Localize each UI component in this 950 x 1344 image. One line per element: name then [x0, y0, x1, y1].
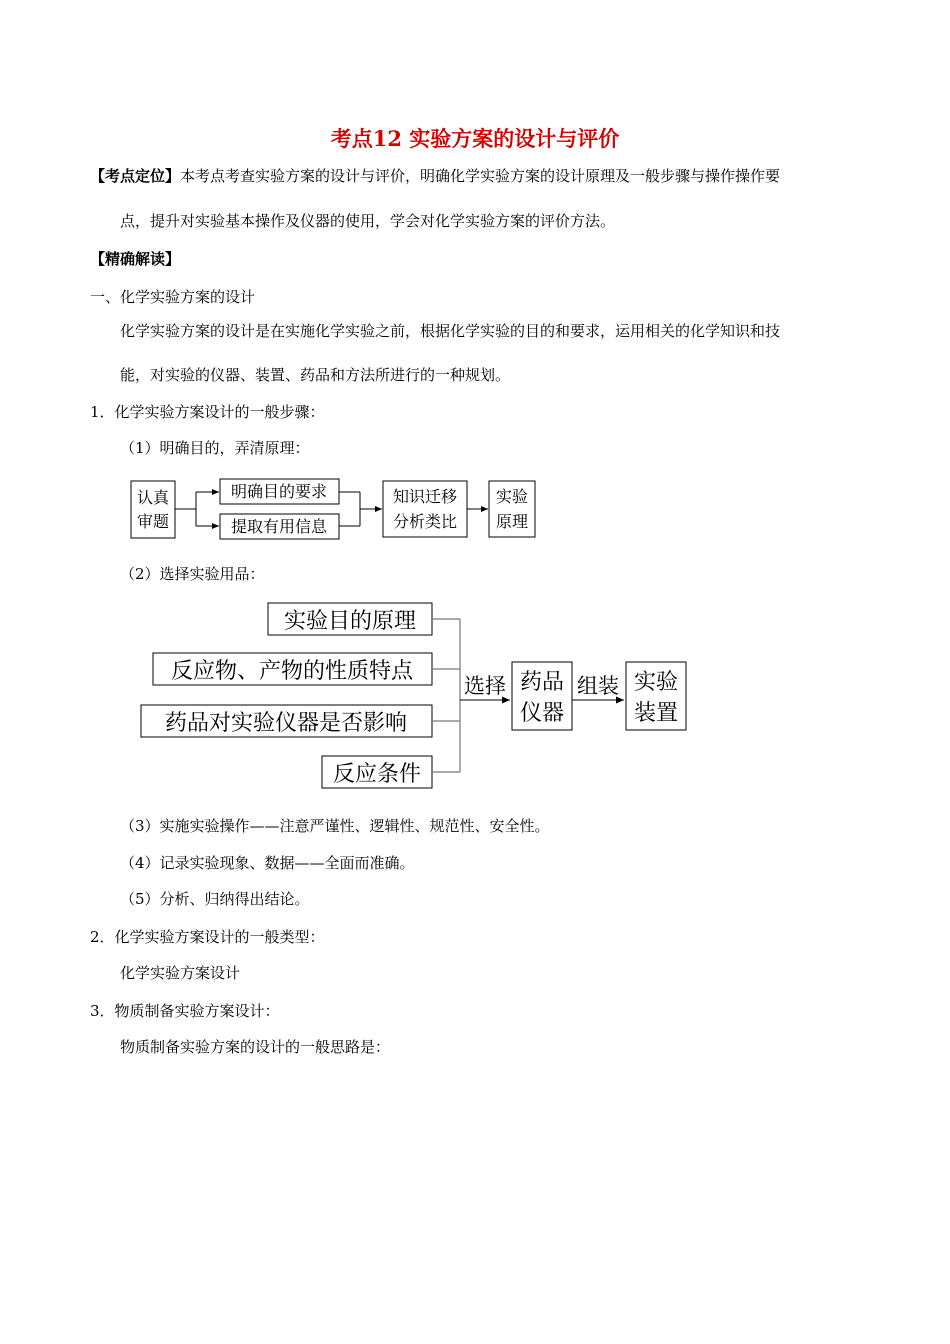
- box-experimental-apparatus-line2: 装置: [633, 701, 679, 726]
- box-knowledge-transfer-line2: 分析类比: [392, 512, 458, 531]
- interpretation-label: 【精确解读】: [90, 250, 181, 268]
- step5-text: （5）分析、归纳得出结论。: [120, 890, 310, 908]
- positioning-text: 本考点考查实验方案的设计与评价，明确化学实验方案的设计原理及一般步骤与操作操作要: [180, 167, 781, 185]
- box-knowledge-transfer-line1: 知识迁移: [392, 487, 458, 506]
- section1-para-line1: 化学实验方案的设计是在实施化学实验之前，根据化学实验的目的和要求，运用相关的化学知识和技: [120, 322, 781, 340]
- step2-text: （2）选择实验用品：: [120, 565, 265, 583]
- item3-text: 物质制备实验方案的设计的一般思路是：: [120, 1038, 391, 1056]
- box-reagents-instruments-line2: 仪器: [519, 701, 565, 726]
- arrow-assemble-label: 组装: [577, 674, 619, 698]
- step3-text: （3）实施实验操作——注意严谨性、逻辑性、规范性、安全性。: [120, 817, 550, 835]
- box-experiment-principle-line2: 原理: [495, 512, 529, 531]
- item2-text: 化学实验方案设计: [120, 964, 241, 982]
- item1-heading: 1．化学实验方案设计的一般步骤：: [90, 403, 325, 421]
- box-careful-review-line1: 认真: [136, 488, 170, 507]
- positioning-line2: 点，提升对实验基本操作及仪器的使用，学会对化学实验方案的评价方法。: [120, 212, 616, 230]
- item2-heading: 2．化学实验方案设计的一般类型：: [90, 928, 325, 946]
- positioning-label: 【考点定位】: [90, 167, 181, 185]
- box-careful-review-line2: 审题: [136, 512, 170, 531]
- input-label-purpose-principle: 实验目的原理: [283, 609, 417, 634]
- box-reagents-instruments-line1: 药品: [519, 670, 565, 695]
- box-extract-info-label: 提取有用信息: [230, 517, 328, 536]
- arrow-select-label: 选择: [464, 674, 506, 698]
- box-clear-goals-label: 明确目的要求: [230, 482, 328, 501]
- box-experiment-principle-line1: 实验: [495, 487, 529, 506]
- input-label-reagent-effect: 药品对实验仪器是否影响: [164, 711, 408, 736]
- step1-text: （1）明确目的，弄清原理：: [120, 439, 310, 457]
- page-title: 考点12 实验方案的设计与评价: [330, 126, 620, 151]
- section1-para-line2: 能，对实验的仪器、装置、药品和方法所进行的一种规划。: [120, 366, 511, 384]
- step4-text: （4）记录实验现象、数据——全面而准确。: [120, 854, 415, 872]
- section1-heading: 一、化学实验方案的设计: [90, 288, 256, 306]
- item3-heading: 3．物质制备实验方案设计：: [90, 1002, 280, 1020]
- input-label-reaction-conditions: 反应条件: [332, 762, 422, 787]
- input-label-reactant-properties: 反应物、产物的性质特点: [170, 659, 414, 684]
- box-experimental-apparatus-line1: 实验: [633, 670, 679, 695]
